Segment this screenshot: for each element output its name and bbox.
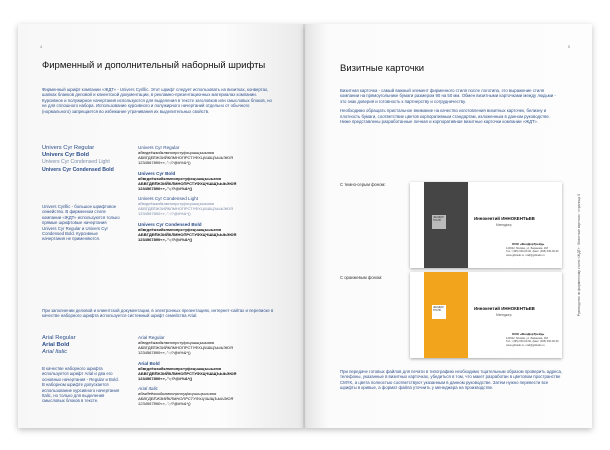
- sample-arial-regular: [138, 335, 236, 356]
- sample-univers-cond-light: [138, 196, 236, 217]
- sample-line: абвгдеёжзийклмнопрстуфхцчшщъыьэюя: [138, 175, 222, 181]
- sample-line: 1234567890«»,.":;!?@#%&*(): [138, 401, 191, 407]
- sample-univers-regular: [138, 145, 236, 166]
- sample-line: АБВГДЕЁЖЗИЙКЛМНОПРСТУФХЦЧШЩЪЫЬЭЮЯ: [138, 154, 233, 160]
- right-page-number: 5: [567, 44, 570, 49]
- univers-font-names: [42, 145, 114, 174]
- sample-line: 1234567890«»,.":;!?@#%&*(): [138, 349, 191, 355]
- business-card-orange: [410, 272, 562, 358]
- sample-line: АБВГДЕЁЖЗИЙКЛМНОПРСТУФХЦЧШЩЪЫЬЭЮЯ: [138, 396, 234, 402]
- sample-line: АБВГДЕЁЖЗИЙКЛМНОПРСТУФХЦЧШЩЪЫЬЭЮЯ: [138, 344, 233, 350]
- sample-line: 1234567890«»,.":;!?@#%&*(): [138, 159, 191, 165]
- sample-line: АБВГДЕЁЖЗИЙКЛМНОПРСТУФХЦЧШЩЪЫЬЭЮЯ: [138, 232, 237, 238]
- univers-samples: [138, 145, 236, 248]
- font-name-univers-bold: Univers Cyr Bold: [42, 152, 90, 159]
- card-address-line: Тел.: (495) 000-00-00, факс: (495) 000-00-00: [506, 340, 559, 344]
- card-address-line: 123022, Москва, ул. Баранова, 16б: [506, 337, 549, 340]
- sample-label: Arial Bold: [138, 360, 160, 366]
- print-note: [340, 369, 565, 395]
- univers-note: [42, 204, 122, 246]
- card-address: [506, 337, 559, 347]
- side-running-text: Руководство по фирменному стилю «ЖДТ» · Визитные карточки · страница 5: [577, 194, 581, 317]
- card-band: [424, 182, 468, 268]
- business-card-dark: [410, 182, 562, 268]
- font-name-univers-cond-bold: Univers Cyr Condensed Bold: [42, 166, 114, 173]
- arial-intro: [42, 308, 274, 323]
- sample-label: Univers Cyr Bold: [138, 170, 176, 176]
- font-name-arial-regular: Arial Regular: [42, 335, 76, 341]
- arial-font-names: [42, 335, 76, 357]
- sample-univers-bold: [138, 171, 236, 192]
- card-title: Менеджер: [496, 313, 512, 317]
- sample-line: 1234567890«»,.":;!?@#%&*(): [138, 185, 193, 191]
- sample-label: Univers Cyr Condensed Bold: [138, 222, 202, 228]
- sample-arial-italic: [138, 386, 236, 407]
- sample-line: 1234567890«»,.":;!?@#%&*(): [138, 236, 193, 242]
- intro-paragraph-2: Необходимо обращать пристальное внимание на качество изготовления визитных карточек, белизну и плотность бумаги, соответствие цветов корпоративным стандартам, изложенным в данном руководстве. Ниже представлены разработанные личная и корпоративная визитные карточки компании «ЖДТ».: [340, 108, 550, 125]
- arial-samples: [138, 335, 236, 412]
- left-page: [18, 24, 305, 428]
- company-logo-icon: ЖЕЛДОР ТРАНС: [432, 305, 446, 319]
- card-company: ООО «ЖелДорТрейд»: [512, 242, 545, 246]
- card-address-line: 123022, Москва, ул. Баранова, 16б: [506, 247, 549, 250]
- sample-line: АБВГДЕЁЖЗИЙКЛМНОПРСТУФХЦЧШЩЪЫЬЭЮЯ: [138, 206, 233, 212]
- sample-line: абвгдеёжзийклмнопрстуфхцчшщъыьэюя: [138, 150, 215, 155]
- univers-note-text: Univers Cyrillic - большое шрифтовое семейство. В фирменном стиле компании «ЖДТ» используются только прямые шрифтовые начертания Univers Cyr Regular и Univers Cyr Condensed Bold. Курсивные начертания не применяются.: [42, 204, 120, 242]
- sample-label: Univers Cyr Condensed Light: [138, 196, 199, 202]
- univers-intro: [42, 87, 274, 118]
- company-logo-icon: ЖЕЛДОР ТРАНС: [432, 215, 446, 229]
- right-page-title: Визитные карточки: [340, 63, 425, 74]
- intro-paragraph-1: Визитная карточка - самый важный элемент фирменного стиля после логотипа, это выражение стиля компании на прямоугольнике бумаги размером 90 на 50 мм. Обмен визитными карточками между людьми - это знак доверия и готовность к партнерству и сотрудничеству.: [340, 88, 556, 104]
- arial-note-text: В качестве наборного шрифта используется шрифт Arial и два его основных начертания - Regular и Bold. В наборном шрифте допускается использование курсивного начертания Italic, но только для выделения смысловых блоков в тексте.: [42, 366, 120, 404]
- brochure-spread: [18, 24, 592, 428]
- card-address-line: www.gdtrade.ru, mail@gdtrade.ru: [506, 253, 545, 257]
- sample-line: 1234567890«»,.":;!?@#%&*(): [138, 211, 191, 217]
- card-address: [506, 247, 559, 257]
- font-name-arial-italic: Arial Italic: [42, 349, 68, 356]
- sample-line: абвгдеёжзийклмнопрстуфхцчшщъыьэюя: [138, 227, 222, 233]
- univers-intro-text: Фирменный шрифт компании «ЖДТ» - Univers Cyrillic. Этот шрифт следует использовать на визитках, конвертах, шапках бланков деловой и клиентской документации, в рекламно-презентационных материалах компании. Курсивное и полужирное начертания используются для выделения в тексте заголовков или смысловых блоков, но не для сплошного набора. Использование курсивного и полужирного начертаний отдельно от обычного (нормального) запрещается во избежание утрачивания их выделительных свойств.: [42, 87, 272, 114]
- sample-label: Univers Cyr Regular: [138, 145, 180, 150]
- card-band: [424, 272, 468, 358]
- sample-line: абвгдеёжзийклмнопрстуфхцчшщъыьэюя: [138, 391, 217, 397]
- card-address-line: www.gdtrade.ru, mail@gdtrade.ru: [506, 343, 545, 347]
- font-name-univers-cond-light: Univers Cyr Condensed Light: [42, 159, 110, 166]
- card-title: Менеджер: [496, 223, 512, 227]
- card-address-line: Тел.: (495) 000-00-00, факс: (495) 000-00-00: [506, 250, 559, 254]
- sample-arial-bold: [138, 361, 236, 382]
- sample-univers-cond-bold: [138, 222, 236, 243]
- sample-line: 1234567890«»,.":;!?@#%&*(): [138, 375, 193, 381]
- sample-label: Arial Regular: [138, 335, 165, 340]
- card-company: ООО «ЖелДорТрейд»: [512, 332, 545, 336]
- card-label-dark: С темно-серым фоном:: [340, 182, 386, 187]
- card-name: Иннокентий ИННОКЕНТЬЕВ: [474, 306, 535, 311]
- sample-line: абвгдеёжзийклмнопрстуфхцчшщъыьэюя: [138, 201, 215, 207]
- font-name-univers-regular: Univers Cyr Regular: [42, 145, 95, 151]
- business-card-intro: [340, 88, 560, 128]
- sample-label: Arial Italic: [138, 386, 158, 392]
- print-note-text: При передаче готовых файлов для печати в типографию необходимо тщательным образом проверить адреса, телефоны, указанные в визитных карточках, убедиться в том, что макет разработан в цветовом пространстве CMYK, а цвета полностью соответствуют указанным в данном руководстве. Затем нужно перевести все шрифты в кривые, а формат файла уточнить у менеджера на производстве.: [340, 369, 563, 391]
- sample-line: АБВГДЕЁЖЗИЙКЛМНОПРСТУФХЦЧШЩЪЫЬЭЮЯ: [138, 370, 237, 376]
- sample-line: абвгдеёжзийклмнопрстуфхцчшщъыьэюя: [138, 340, 215, 345]
- card-label-orange: С оранжевым фоном:: [340, 275, 383, 280]
- arial-note: [42, 366, 122, 408]
- card-name: Иннокентий ИННОКЕНТЬЕВ: [474, 216, 535, 221]
- left-page-number: 4: [40, 44, 43, 49]
- arial-intro-text: При заполнении деловой и клиентской документации, в электронных презентациях, интернет-сайтах и переписке в качестве наборного шрифта используется системный шрифт семейства Arial.: [42, 308, 274, 319]
- spine-fold: [303, 24, 307, 428]
- left-page-title: Фирменный и дополнительный наборный шрифты: [42, 60, 266, 71]
- sample-line: АБВГДЕЁЖЗИЙКЛМНОПРСТУФХЦЧШЩЪЫЬЭЮЯ: [138, 180, 237, 186]
- sample-line: абвгдеёжзийклмнопрстуфхцчшщъыьэюя: [138, 365, 222, 371]
- font-name-arial-bold: Arial Bold: [42, 342, 70, 349]
- right-page: [305, 24, 592, 428]
